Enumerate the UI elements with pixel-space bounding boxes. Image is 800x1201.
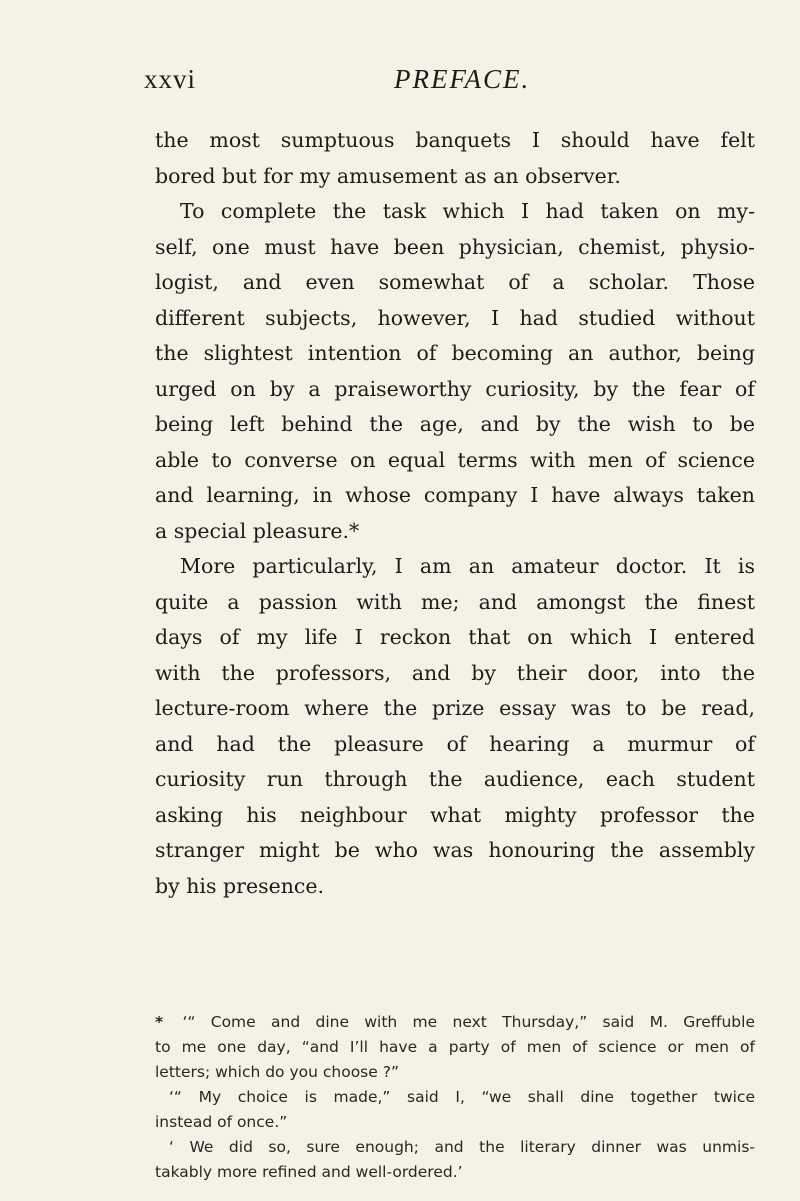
footnote-line: takably more refined and well-ordered.’ (155, 1163, 463, 1181)
body-line: the most sumptuous banquets I should have felt (155, 128, 755, 152)
body-line: asking his neighbour what mighty professor the (155, 802, 755, 827)
body-line: To complete the task which I had taken on my- (180, 199, 755, 223)
footnote-line: ‘ We did so, sure enough; and the literary dinner was unmis- (169, 1138, 755, 1156)
body-text (155, 123, 755, 904)
body-line: logist, and even somewhat of a scholar. Those (155, 270, 755, 294)
footnote (155, 1010, 755, 1185)
footnote-line (155, 1010, 755, 1035)
body-line: able to converse on equal terms with men of science (155, 447, 755, 472)
body-line: quite a passion with me; and amongst the finest (155, 589, 755, 614)
footnote-marker: * (155, 1013, 164, 1031)
body-line: self, one must have been physician, chemist, physio- (155, 234, 755, 259)
body-line: lecture-room where the prize essay was to be read, (155, 696, 755, 720)
running-title: PREFACE. (394, 64, 531, 94)
body-line: More particularly, I am an amateur doctor. It is (180, 554, 755, 578)
body-line: stranger might be who was honouring the assembly (155, 838, 755, 862)
page-number: xxvi (144, 64, 197, 94)
body-line: urged on by a praiseworthy curiosity, by the fear of (155, 376, 755, 401)
body-line: with the professors, and by their door, into the (155, 660, 755, 685)
footnote-line: to me one day, “and I’ll have a party of men of science or men of (155, 1038, 755, 1056)
body-line: bored but for my amusement as an observer. (155, 163, 621, 188)
body-line: and had the pleasure of hearing a murmur of (155, 731, 755, 756)
body-line: being left behind the age, and by the wish to be (155, 412, 755, 436)
body-line: curiosity run through the audience, each student (155, 767, 755, 791)
footnote-line: instead of once.” (155, 1113, 288, 1131)
body-line: the slightest intention of becoming an author, being (155, 341, 755, 365)
body-line: days of my life I reckon that on which I entered (155, 625, 755, 649)
footnote-text: ‘“ Come and dine with me next Thursday,” said M. Greffuble (182, 1013, 755, 1031)
footnote-line: ‘“ My choice is made,” said I, “we shall dine together twice (169, 1088, 755, 1106)
body-line: a special pleasure.* (155, 518, 360, 543)
footnote-line: letters; which do you choose ?” (155, 1063, 399, 1081)
body-line: by his presence. (155, 873, 325, 898)
page-header (144, 64, 704, 104)
body-line: different subjects, however, I had studied without (155, 305, 755, 330)
body-line: and learning, in whose company I have always taken (155, 483, 755, 507)
